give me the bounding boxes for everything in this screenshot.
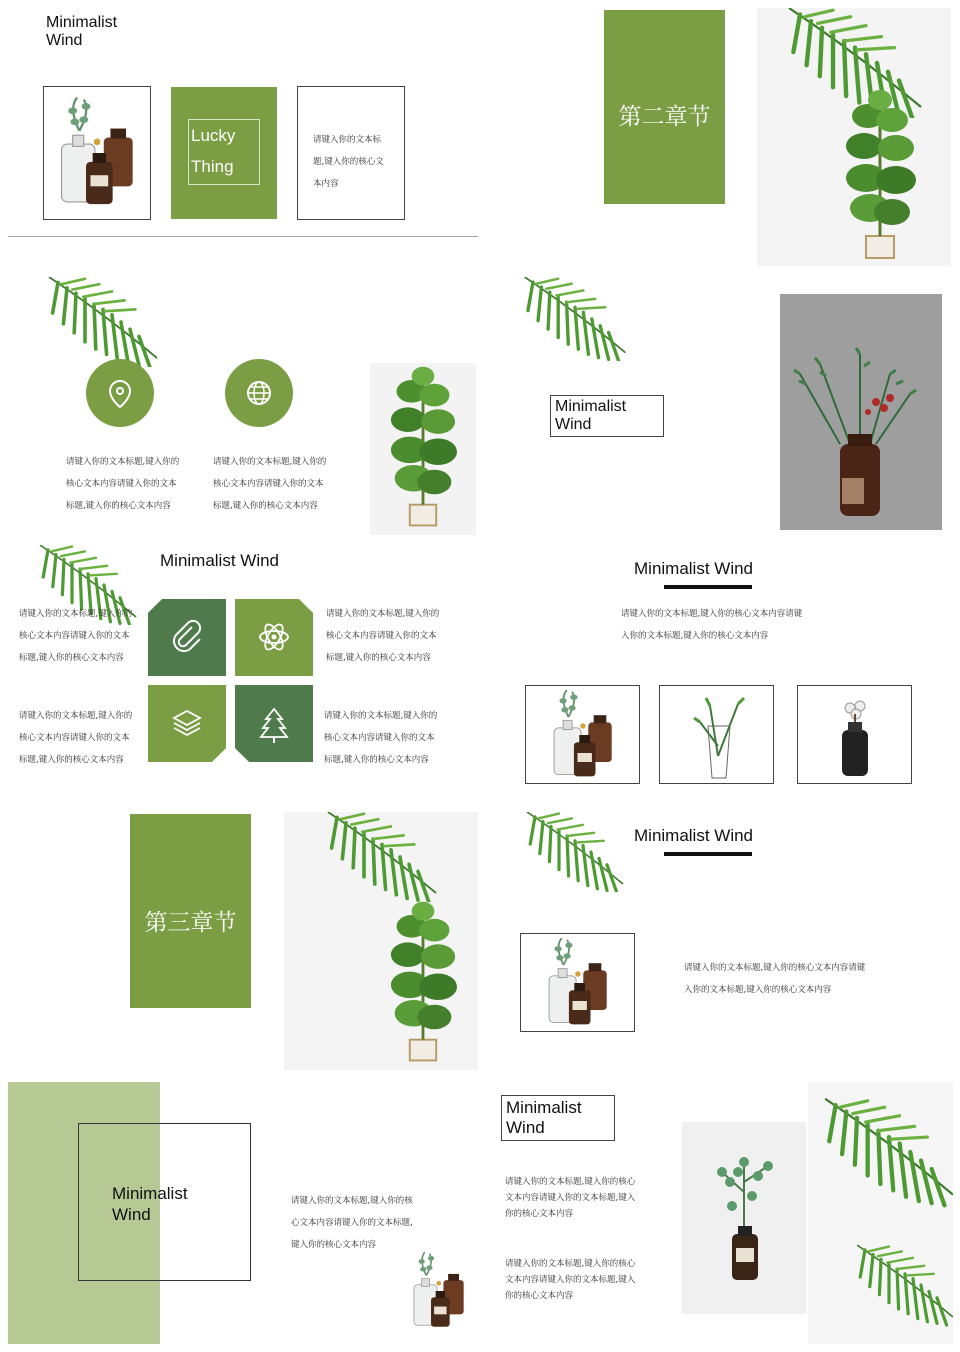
- palm-leaf: [825, 1082, 953, 1222]
- bottles-image: [403, 1246, 473, 1336]
- bottles-image: [520, 933, 635, 1032]
- layers-icon: [148, 685, 226, 762]
- text-top-left: 请键入你的文本标题,键入你的 核心文本内容请键入你的文本 标题,键入你的核心文本内容: [19, 609, 133, 663]
- title-underline: [664, 852, 752, 856]
- tree-icon: [235, 685, 313, 762]
- chapter-title: 第三章节: [144, 910, 237, 936]
- slide-title: Minimalist Wind: [501, 1095, 615, 1141]
- desc-top: 请键入你的文本标题,键入你的核心 文本内容请键入你的文本标题,键入 你的核心文本内容: [505, 1177, 636, 1219]
- lucky-thing-card: [171, 87, 277, 219]
- slide-title: Minimalist Wind: [160, 551, 280, 570]
- palm-leaf: [292, 812, 472, 902]
- vase-photo: [780, 294, 942, 530]
- palm-leaf: [857, 1226, 953, 1344]
- desc-bottom: 请键入你的文本标题,键入你的核心 文本内容请键入你的文本标题,键入 你的核心文本内容: [505, 1259, 636, 1301]
- slide-title: Minimalist Wind: [112, 1184, 188, 1224]
- slide-title: Minimalist Wind: [634, 559, 754, 578]
- slide-title: Minimalist Wind: [634, 826, 754, 845]
- slide-5: [8, 545, 478, 797]
- slide-7: [8, 812, 478, 1070]
- palm-leaf: [8, 277, 198, 367]
- bottles-image: [43, 86, 151, 220]
- atom-icon: [235, 599, 313, 676]
- fig-plant: [830, 86, 930, 266]
- image-card-3: [797, 685, 912, 784]
- slide-1: [8, 8, 478, 240]
- lucky-thing-label: Lucky Thing: [188, 119, 260, 185]
- chapter-block: [130, 814, 251, 1008]
- globe-icon: [225, 359, 293, 427]
- chapter-title: 第二章节: [618, 104, 711, 130]
- slide-desc: 请键入你的文本标题,键入你的核 心文本内容请键入你的文本标题, 键入你的核心文本内容: [291, 1196, 413, 1250]
- paperclip-icon: [148, 599, 226, 676]
- slide-10: [485, 1080, 953, 1344]
- slide-title: Minimalist Wind: [46, 14, 118, 49]
- text-top-right: 请键入你的文本标题,键入你的 核心文本内容请键入你的文本 标题,键入你的核心文本内容: [326, 609, 440, 663]
- text-right: 请键入你的文本标题,键入你的 核心文本内容请键入你的文本 标题,键入你的核心文本内容: [213, 457, 327, 511]
- slide-title: Minimalist Wind: [550, 395, 664, 437]
- text-bottom-right: 请键入你的文本标题,键入你的 核心文本内容请键入你的文本 标题,键入你的核心文本内容: [324, 711, 438, 765]
- slide-desc: 请键入你的文本标题,键入你的核心文本内容请键 入你的文本标题,键入你的核心文本内容: [684, 963, 866, 995]
- chapter-block: [604, 10, 725, 204]
- slide-8: [485, 812, 953, 1070]
- slide-6: [485, 545, 953, 797]
- divider: [8, 236, 478, 237]
- text-card-body: 请键入你的文本标 题,键入你的核心文 本内容: [313, 135, 384, 189]
- slide-desc: 请键入你的文本标题,键入你的核心文本内容请键 入你的文本标题,键入你的核心文本内容: [621, 609, 803, 641]
- plant-photo: [370, 363, 476, 535]
- palm-leaf: [485, 277, 665, 361]
- slide-3: [8, 277, 478, 535]
- title-underline: [664, 585, 752, 589]
- slide-4: [485, 277, 953, 535]
- text-bottom-left: 请键入你的文本标题,键入你的 核心文本内容请键入你的文本 标题,键入你的核心文本内容: [19, 711, 133, 765]
- slide-9: [8, 1080, 478, 1344]
- image-card-2: [659, 685, 774, 784]
- text-card: [297, 86, 405, 220]
- palm-leaf: [485, 812, 665, 892]
- plant-card: [682, 1122, 806, 1314]
- fig-plant: [373, 898, 473, 1068]
- image-card-1: [525, 685, 640, 784]
- text-left: 请键入你的文本标题,键入你的 核心文本内容请键入你的文本 标题,键入你的核心文本内容: [66, 457, 180, 511]
- slide-2: [485, 8, 953, 266]
- location-icon: [86, 359, 154, 427]
